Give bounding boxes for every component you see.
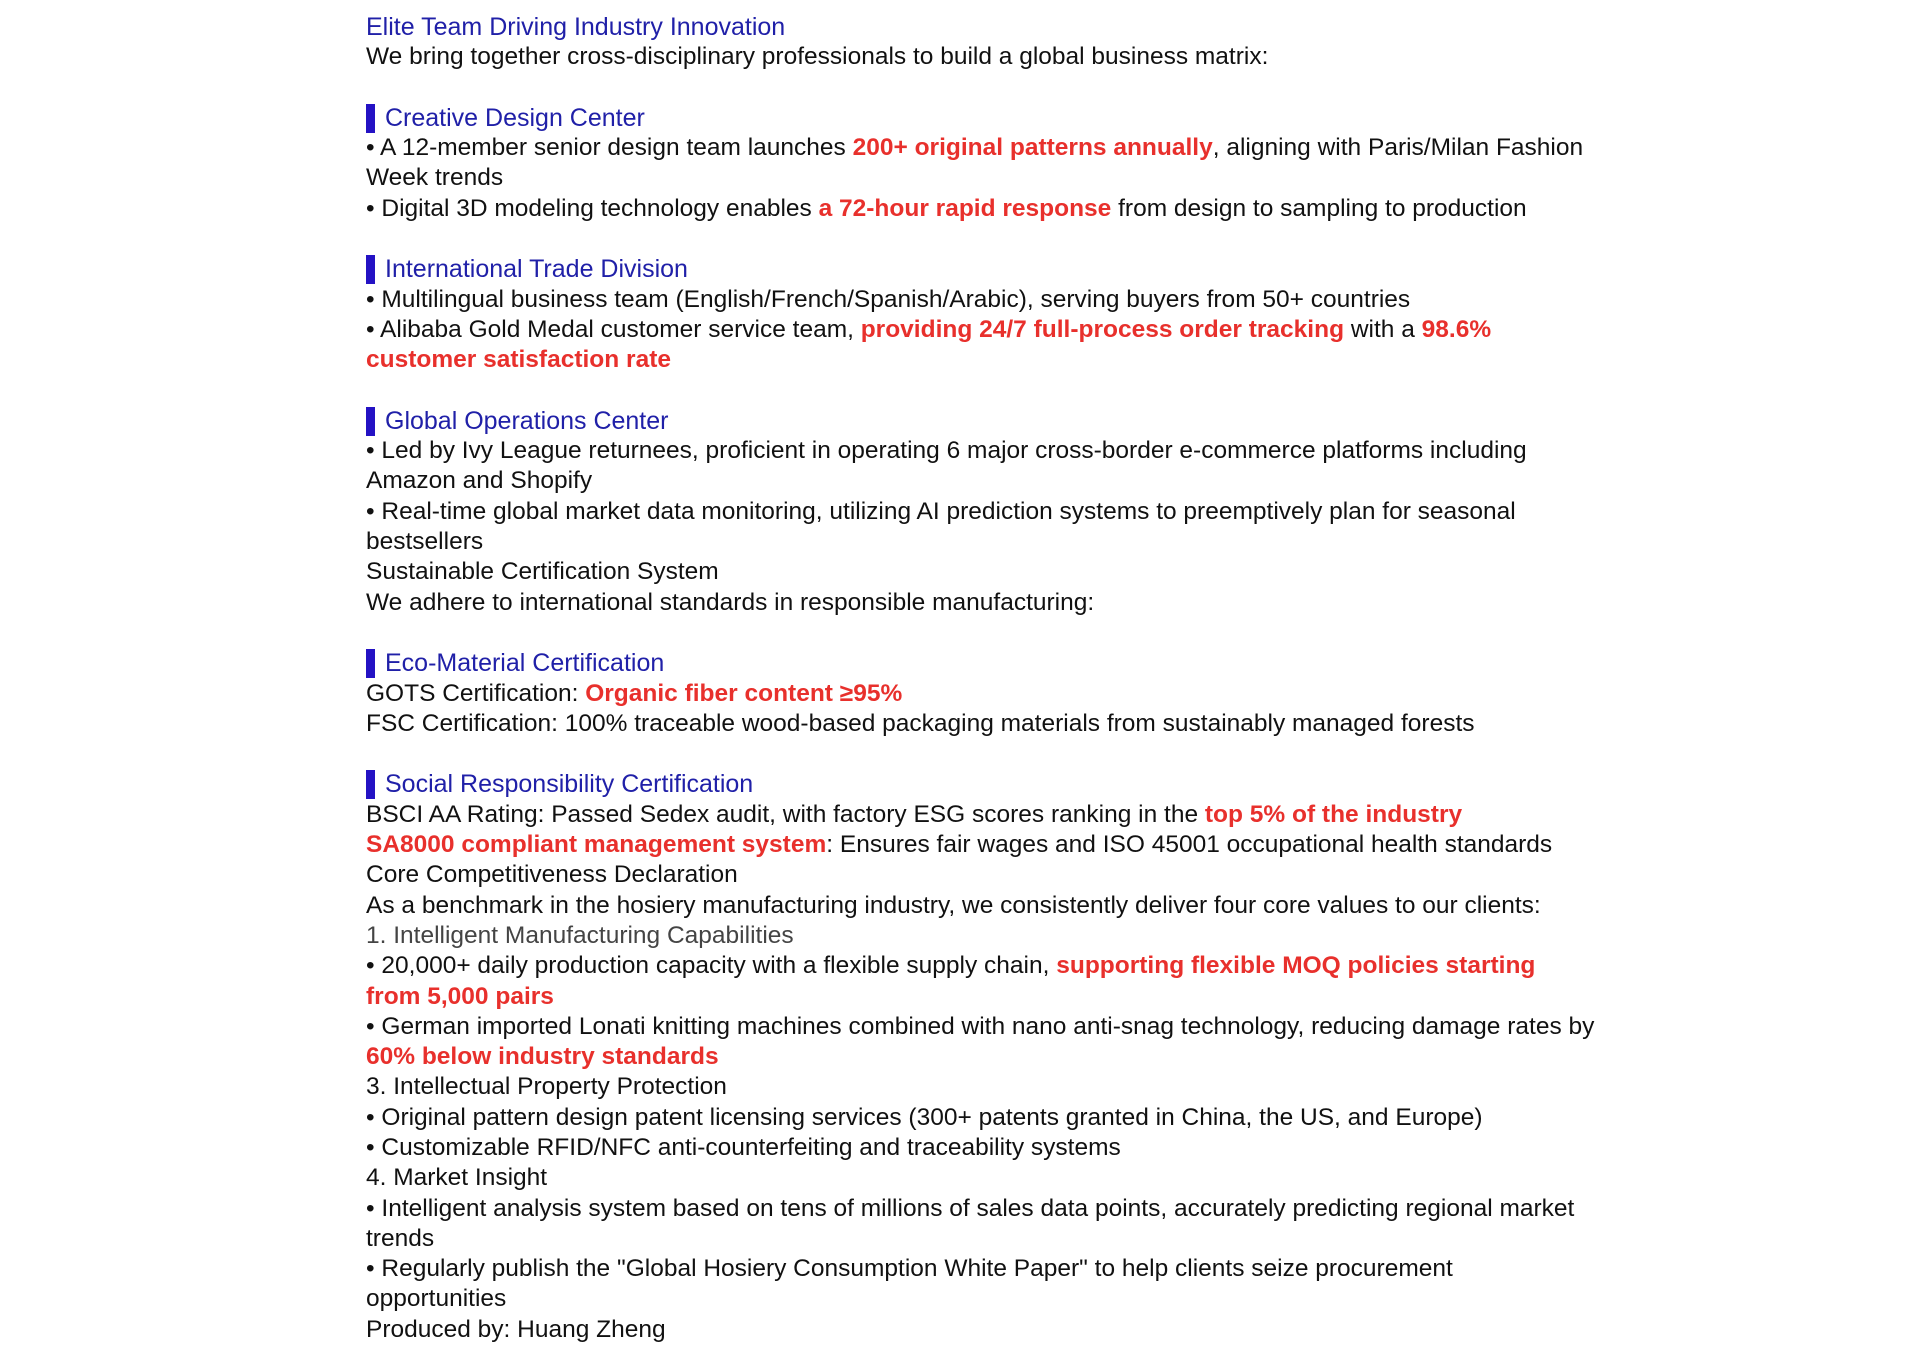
bsci-line — [366, 800, 1596, 830]
footer-credit: Produced by: Huang Zheng — [366, 1315, 666, 1343]
highlight: providing 24/7 full-process order tracking — [860, 315, 1345, 343]
spacer — [366, 376, 1596, 406]
highlight: Organic fiber content ≥95% — [585, 679, 903, 707]
text: , aligning with Paris/Milan Fashion Week trends — [366, 134, 1584, 192]
core-title: Core Competitiveness Declaration — [366, 861, 738, 889]
text: from design to sampling to production — [1111, 194, 1527, 222]
page-title: Elite Team Driving Industry Innovation — [366, 13, 786, 41]
text: • Alibaba Gold Medal customer service team, — [366, 315, 861, 343]
highlight: top 5% of the industry — [1204, 800, 1463, 828]
spacer — [366, 224, 1596, 254]
section-marker — [366, 649, 375, 678]
section-marker — [366, 104, 375, 133]
bullet-creative-2 — [366, 194, 1596, 224]
document-body — [366, 12, 1596, 1345]
bullet-ops-1: • Led by Ivy League returnees, proficient in operating 6 major cross-border e-commerce platforms including Amazon and Shopify — [366, 437, 1527, 495]
spacer — [366, 73, 1596, 103]
section-heading-text: Social Responsibility Certification — [385, 770, 754, 799]
gots-line — [366, 679, 1596, 709]
core-4-title: 4. Market Insight — [366, 1164, 548, 1192]
section-marker — [366, 770, 375, 799]
core-3-title: 3. Intellectual Property Protection — [366, 1073, 727, 1101]
text: • A 12-member senior design team launches — [366, 134, 853, 162]
highlight: supporting flexible MOQ policies starting from 5,000 pairs — [366, 952, 1536, 1010]
spacer — [366, 739, 1596, 769]
highlight: 200+ original patterns annually — [852, 134, 1213, 162]
fsc-line: FSC Certification: 100% traceable wood-based packaging materials from sustainably managed forests — [366, 709, 1475, 737]
bullet-trade-2 — [366, 315, 1596, 376]
section-heading-social — [366, 769, 1596, 799]
section-heading-trade — [366, 254, 1596, 284]
section-marker — [366, 255, 375, 284]
highlight: 98.6% customer satisfaction rate — [366, 315, 1492, 374]
sustainable-intro: We adhere to international standards in responsible manufacturing: — [366, 588, 1095, 616]
text: • Digital 3D modeling technology enables — [366, 194, 819, 222]
text: • German imported Lonati knitting machines combined with nano anti-snag technology, reducing damage rates by — [366, 1012, 1595, 1040]
core-4-bullet-2: • Regularly publish the "Global Hosiery Consumption White Paper" to help clients seize procurement opportunities — [366, 1255, 1453, 1313]
text: • 20,000+ daily production capacity with a flexible supply chain, — [366, 952, 1057, 980]
core-3-bullet-2: • Customizable RFID/NFC anti-counterfeiting and traceability systems — [366, 1133, 1121, 1161]
section-heading-text: Eco-Material Certification — [385, 649, 665, 678]
bullet-creative-1 — [366, 133, 1596, 194]
highlight: SA8000 compliant management system — [366, 831, 827, 859]
section-heading-text: Creative Design Center — [385, 103, 645, 132]
text: BSCI AA Rating: Passed Sedex audit, with factory ESG scores ranking in the — [366, 800, 1205, 828]
core-1-bullet-1 — [366, 951, 1596, 1012]
core-3-bullet-1: • Original pattern design patent licensing services (300+ patents granted in China, the US, and Europe) — [366, 1103, 1483, 1131]
text: GOTS Certification: — [366, 679, 586, 707]
section-heading-text: Global Operations Center — [385, 406, 669, 435]
core-4-bullet-1: • Intelligent analysis system based on tens of millions of sales data points, accurately predicting regional market trends — [366, 1194, 1575, 1252]
sustainable-title: Sustainable Certification System — [366, 558, 719, 586]
section-heading-creative — [366, 103, 1596, 133]
core-1-bullet-2 — [366, 1012, 1596, 1073]
section-marker — [366, 407, 375, 436]
core-1-title: 1. Intelligent Manufacturing Capabilities — [366, 921, 794, 949]
core-intro: As a benchmark in the hosiery manufacturing industry, we consistently deliver four core values to our clients: — [366, 891, 1541, 919]
highlight: a 72-hour rapid response — [818, 194, 1112, 222]
sa8000-line — [366, 830, 1596, 860]
section-heading-text: International Trade Division — [385, 255, 688, 284]
spacer — [366, 618, 1596, 648]
section-heading-ops — [366, 406, 1596, 436]
highlight: 60% below industry standards — [366, 1043, 719, 1071]
text: with a — [1344, 315, 1422, 343]
intro-text: We bring together cross-disciplinary professionals to build a global business matrix: — [366, 43, 1269, 71]
section-heading-eco — [366, 648, 1596, 678]
text: : Ensures fair wages and ISO 45001 occupational health standards — [826, 831, 1553, 859]
bullet-trade-1: • Multilingual business team (English/French/Spanish/Arabic), serving buyers from 50+ countries — [366, 285, 1411, 313]
bullet-ops-2: • Real-time global market data monitoring, utilizing AI prediction systems to preemptively plan for seasonal bestsellers — [366, 497, 1516, 556]
